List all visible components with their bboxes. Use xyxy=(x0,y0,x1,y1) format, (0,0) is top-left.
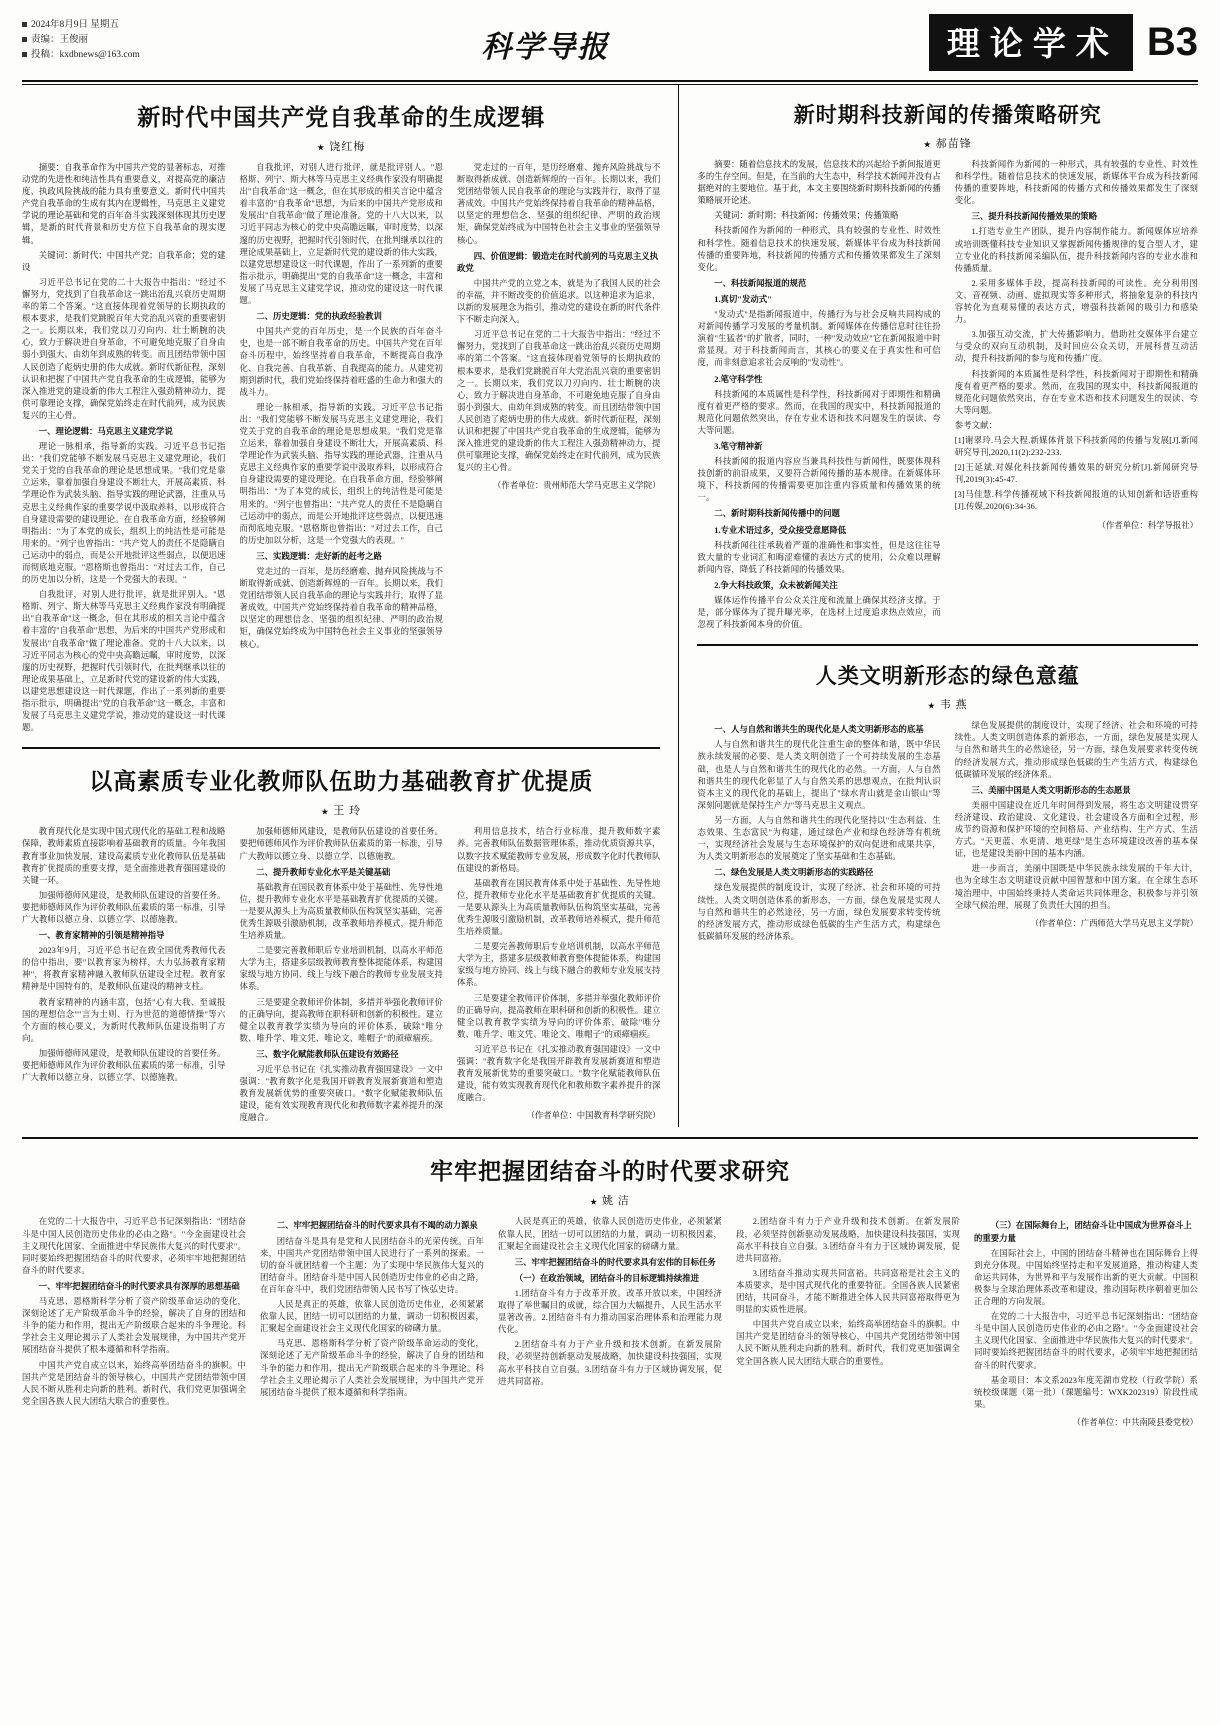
publish-date: 2024年8月9日 星期五 xyxy=(31,20,119,30)
article2-p1: 教育现代化是实现中国式现代化的基础工程和战略保障，教师素质直接影响着基础教育的质量。今年我国教育事业加快发展，建设高素质专业化教师队伍是基础教育扩优提质的重要支撑，是全面推进教育强国建设的关键一环。 xyxy=(22,827,226,885)
article3-p9: 3.加强互动交流，扩大传播影响力。借助社交媒体平台建立与受众的双向互动机制，及时回应公众关切，开展科普互动活动，提升科技新闻的参与度和传播广度。 xyxy=(954,330,1198,364)
article3-p1b: 科技新闻作为新闻的一种形式，具有较强的专业性、时效性和科学性。随着信息技术的快速发展，新媒体平台成为科技新闻传播的重要阵地，科技新闻的传播方式和传播效果都发生了深刻变化。 xyxy=(954,160,1198,206)
article2-h2: 二、提升教师专业化水平是关键基础 xyxy=(256,867,391,877)
article4-p4: 美丽中国建设在近几年时间得到发展，将生态文明建设贯穿经济建设、政治建设、文化建设、社会建设各方面和全过程，形成节约资源和保护环境的空间格局、产业结构、生产方式、生活方式。"天更蓝、水更清、地更绿"是生态环境建设改善的基本保证，也是建设美丽中国的基本内涵。 xyxy=(954,800,1198,859)
article1-abstract: 摘要：自我革命作为中国共产党的显著标志，对推动党的先进性和纯洁性具有重要意义，对提高党的廉洁度、执政风险挑战的能力具有重要意义。新时代中国共产党自我革命的生成有其内在逻辑性，马克思主义建党学说的理论基础和党的百年奋斗实践深刻体现其历史逻辑，是新的时代背景和历史方位下自我革命的现实逻辑。 xyxy=(22,163,226,245)
right-column-group xyxy=(697,85,1198,1127)
article5-h3: 三、牢牢把握团结奋斗的时代要求具有宏伟的目标任务 xyxy=(514,1257,716,1267)
star-icon xyxy=(590,1198,597,1205)
masthead-right xyxy=(929,14,1198,71)
article-self-revolution xyxy=(22,99,660,737)
article-teacher-quality xyxy=(22,763,660,1127)
article3-p8: 2.采用多媒体手段，提高科技新闻的可读性。充分利用图文、音视频、动画、虚拟现实等多种形式，将抽象复杂的科技内容转化为直观易懂的表达方式，增强科技新闻的吸引力和感染力。 xyxy=(954,278,1198,325)
article1-p2b: 理论一脉相承，指导新的实践。习近平总书记指出："我们党能够不断发展马克思主义建党理论，我们党关于党的自我革命的理论是思想成果。"我们党是靠立运来，靠着加强自身建设不断壮大，开展高素质、科学理论作为武装头脑、指导实践的理论武器，注重从马克思主义经典作家的重要学说中汲取养料，以形成符合自身建设需要的建设理论。在自我革命方面，经验够阐明指出："为了本党的成长，组织上的纯洁性是可能是用来的。"列宁也曾指出："共产党人的责任不是隐瞒自己运动中的弱点，而是公开地批评这些弱点，以便迅速而彻底地克服。"恩格斯也曾指出："对过去工作，自己的历史加以分析，这是一个党强大的表现。" xyxy=(239,402,443,545)
masthead-info xyxy=(22,14,202,63)
article3-abstract: 摘要：随着信息技术的发展，信息技术的兴起给予新间报道更多的生存空间。但是，在当前的大生态中，科学技术新闻并没有占据绝对的主要地位。基于此，本文主要围绕新时期科技新闻的传播策略展开论述。 xyxy=(697,160,941,206)
article3-h1: 一、科技新闻报道的规范 xyxy=(714,278,807,288)
article5-p7b: 2.团结奋斗有力于产业升级和技术创新。在新发展阶段，必须坚持创新驱动发展战略，加快建设科技强国，实现高水平科技自立自强。3.团结奋斗有力于区域协调发展，促进共同富裕。 xyxy=(736,1217,960,1263)
article5-sub2: （三）在国际舞台上，团结奋斗让中国成为世界奋斗上的重要力量 xyxy=(974,1221,1192,1243)
article3-p4: 科技新闻的报道内容应当兼具科技性与新闻性，既要体现科技创新的前沿成果，又要符合新闻传播的基本规律。在新媒体环境下，科技新闻的传播需要更加注重内容质量和传播效果的统一。 xyxy=(697,457,941,503)
article3-p7: 1.打造专业生产团队，提升内容制作能力。新闻媒体应培养或培训既懂科技专业知识又掌握新闻传播规律的复合型人才，建立专业化的科技新闻采编队伍，提升科技新闻内容的专业水准和传播质量。 xyxy=(954,227,1198,273)
article2-p7: 三是要建全教师评价体制，多措并举强化教师评价的正确导向，提高教师在职科研和创新的积极性。建立健全以教育教学实绩为导向的评价体系，破除"唯分数、唯升学、唯文凭、唯论文、唯帽子"的顽瘴痼疾。 xyxy=(239,997,443,1043)
article3-p3b: 科技新闻的本质属性是科学性，科技新闻对于即期性和精确度有着更严格的要求。然而，在我国的现实中，科技新闻报道的规范化问题依然突出，存在专业术语和技术问题发生的误读、夸大等问题。 xyxy=(954,369,1198,415)
article1-keywords: 关键词：新时代；中国共产党；自我革命；党的建设 xyxy=(22,250,226,272)
article4-p5: 进一步而言，美丽中国既是中华民族永续发展的千年大计，也为全球生态文明建设贡献中国智慧和中国方案。在全球生态环境治理中，中国始终秉持人类命运共同体理念，积极参与并引领全球气候治理，展现了负责任大国的担当。 xyxy=(954,864,1198,910)
bullet-icon xyxy=(22,37,27,42)
page-number: B3 xyxy=(1146,20,1198,64)
article5-signature: （作者单位：中共南陵县委党校） xyxy=(1072,1417,1198,1427)
submission-email: 投稿：kxdbnews@163.com xyxy=(31,50,140,60)
article4-byline: 韦 燕 xyxy=(697,696,1198,712)
article2-p1b: 加强师德师风建设，是教师队伍建设的首要任务。要把师德师风作为评价教师队伍素质的第一标准，引导广大教师以德立身、以德立学、以德施教。 xyxy=(22,890,226,924)
article3-byline: 郝苗锋 xyxy=(697,135,1198,151)
article5-p9: 在国际社会上，中国的团结奋斗精神也在国际舞台上得到充分体现。中国始终坚持走和平发展道路，推动构建人类命运共同体，为世界和平与发展作出新的更大贡献。中国积极参与全球治理体系改革和建设，推动国际秩序朝着更加公正合理的方向发展。 xyxy=(974,1248,1198,1307)
article2-p5: 基础教育在国民教育体系中处于基础性、先导性地位，提升教师专业化水平是基础教育扩优提质的关键。一是要从源头上为高质量教师队伍构筑坚实基础，完善优秀生源吸引激励机制，改革教师培养模式，提升师范生培养质量。 xyxy=(239,882,443,941)
article2-p3: 教育家精神的内涵丰富，包括"心有大我、至诚报国的理想信念""言为士则、行为世范的道德情操"等六个方面的核心要义，为新时代教师队伍建设指明了方向。 xyxy=(22,997,226,1043)
article5-p4: 团结奋斗是具有是党和人民团结奋斗的光荣传统。百年来，中国共产党团结带领中国人民进行了一系列的探索。一切的奋斗就团结着一个主题：为了实现中华民族伟大复兴的团结奋斗。团结奋斗是中国人民创造历史伟业的必由之路，在百年奋斗中，我们党团结带领人民书写了恢弘史诗。 xyxy=(260,1236,484,1294)
article3-ref2: [2]王延斌.对媒化科技新闻传播效果的研究分析[J].新闻研究导刊,2019(3):45-47. xyxy=(954,463,1198,485)
top-section xyxy=(22,85,1198,1127)
article3-sub1: 1.真切"发动式" xyxy=(714,294,772,304)
article4-p3b: 绿色发展提供的制度设计，实现了经济、社会和环境的可持续性。人类文明创造体系的新形态，一方面，绿色发展是实现人与自然和谐共生的必然途径，另一方面，绿色发展要求转变传统的经济发展方式，推动形成绿色低碳的生产生活方式，构建绿色低碳循环发展的经济体系。 xyxy=(954,721,1198,779)
article5-p5b: 人民是真正的英雄，依靠人民创造历史伟业，必须紧紧依靠人民，团结一切可以团结的力量，调动一切积极因素，汇聚起全面建设社会主义现代化国家的磅礴力量。 xyxy=(498,1217,722,1251)
article1-p3x: 自我批评，对别人进行批评，就是批评别人。"恩格斯、列宁、斯大林等马克思主义经典作家没有明确提出"自我革命"这一概念，但在其形成的相关言论中蕴含着丰富的"自我革命"思想，为后来的中国共产党形成和发展出"自我革命"做了理论准备。党的十八大以来，以习近平同志为核心的党中央高瞻远瞩，审时度势，以深邃的历史视野，把握时代引领时代，在批判继承以往的理论成果基础上，立足新时代党的建设新的伟大实践，以建党思想建设这一时代课题，作出了一系列新的重要指示批示，明确提出"党的自我革命"这一概念，丰富和发展了马克思主义建党学说，推动党的建设这一时代课题。 xyxy=(22,590,226,733)
article3-p2: "发动式"是指新闻报道中，传播行为与社会反响共同构成的对新闻传播学习发展的考量机制。新闻媒体在传播信息时往往扮演着"生猛者"的扩散者，同时，一种"发动效应"它在新闻报道中时常显现。对于科技新闻而言，其核心的要义在于真实性和可信度，而非刻意追求社会反响的"发动性"。 xyxy=(697,310,941,368)
article4-p2: 另一方面，人与自然和谐共生的现代化坚持以"生态利益、生态效果、生态富民"为构建，通过绿色产业和绿色经济等有机统一，实现经济社会发展与生态环境保护的双向促进和成果共享，为人类文明新形态的发展奠定了坚实基础和生态基础。 xyxy=(697,815,941,862)
article-unity-struggle xyxy=(22,1153,1198,1427)
article1-p3: 自我批评，对别人进行批评，就是批评别人。"恩格斯、列宁、斯大林等马克思主义经典作家没有明确提出"自我革命"这一概念，但在其形成的相关言论中蕴含着丰富的"自我革命"思想，为后来的中国共产党形成和发展出"自我革命"做了理论准备。党的十八大以来，以习近平同志为核心的党中央高瞻远瞩，审时度势，以深邃的历史视野，把握时代引领时代，在批判继承以往的理论成果基础上，立足新时代党的建设新的伟大实践，以建党思想建设这一时代课题，作出了一系列新的重要指示批示，明确提出"党的自我革命"这一概念，丰富和发展了马克思主义建党学说，推动党的建设这一时代课题。 xyxy=(239,163,443,306)
article1-byline: 饶红梅 xyxy=(22,138,660,154)
article4-headline: 人类文明新形态的绿色意蕴 xyxy=(815,664,1080,689)
star-icon xyxy=(317,144,324,151)
article2-p2: 2023年9月，习近平总书记在致全国优秀教师代表的信中指出，要"以教育家为榜样，大力弘扬教育家精神"，将教育家精神融入教师队伍建设全过程。教育家精神是中国特有的，是教师队伍建设的精神支柱。 xyxy=(22,946,226,992)
article-green-civilization xyxy=(697,660,1198,946)
article5-headline: 牢牢把握团结奋斗的时代要求研究 xyxy=(430,1159,790,1185)
article5-p3b: 中国共产党自成立以来，始终高举团结奋斗的旗帜。中国共产党是团结奋斗的领导核心，中国共产党团结带领中国人民不断从胜利走向新的胜利。新时代，我们党更加强调全党全国各族人民大团结大联合的重要性。 xyxy=(736,1320,960,1366)
article1-p1: 习近平总书记在党的二十大报告中指出："经过不懈努力，党找到了自我革命这一跳出治乱兴衰历史周期率的第二个答案。"这直接体现着党领导的长期执政的根本要求，是我们党跳脱百年大党治乱兴衰的重要密钥之一。长期以来，我们党以刀刃向内、壮士断腕的决心，致力于解决进自身革命，不可避免地克服了自身由弱小到强大、由幼年到成熟的转变。而且团结带领中国人民创造了彪炳史册的伟大成就。新时代新征程，深刻认识和把握了中国共产党自我革命的生成逻辑，能够为深入推进党的建设新的伟大工程注入强劲精神动力，提供可靠理论支撑，确保党始终走在时代前列，成为民族复兴的主心骨。 xyxy=(22,277,226,420)
article1-h4: 四、价值逻辑：锻造走在时代前列的马克思主义执政党 xyxy=(456,251,659,273)
article3-sub5: 2.争大科技政策，众未被新闻关注 xyxy=(714,580,838,590)
article4-h3: 三、美丽中国是人类文明新形态的生态愿景 xyxy=(971,785,1131,795)
article5-h1: 一、牢牢把握团结奋斗的时代要求具有深厚的思想基础 xyxy=(38,1281,240,1291)
article2-h1: 一、教育家精神的引领是精神指导 xyxy=(38,931,165,941)
article2-p5b: 基础教育在国民教育体系中处于基础性、先导性地位，提升教师专业化水平是基础教育扩优提质的关键。一是要从源头上为高质量教师队伍构筑坚实基础，完善优秀生源吸引激励机制，改革教师培养模式，提升师范生培养质量。 xyxy=(456,878,661,937)
article3-sub2: 2.笔守科学性 xyxy=(714,374,763,384)
article1-p5b: 党走过的一百年，是历经磨难、抛弃风险挑战与不断取得新成就、创造新辉煌的一百年。长期以来，我们党团结带领人民自我革命的理论与实践并行，取得了显著成效。中国共产党始终保持着自我革命的精神品格，以坚定的理想信念、坚强的组织纪律、严明的政治规矩，确保党始终成为中国特色社会主义事业的坚强领导核心。 xyxy=(456,163,661,245)
star-icon xyxy=(928,702,935,709)
article5-p5: 人民是真正的英雄，依靠人民创造历史伟业，必须紧紧依靠人民，团结一切可以团结的力量，调动一切积极因素，汇聚起全面建设社会主义现代化国家的磅礴力量。 xyxy=(260,1300,484,1334)
bullet-icon xyxy=(22,22,27,27)
article2-p4b: 加强师德师风建设，是教师队伍建设的首要任务。要把师德师风作为评价教师队伍素质的第一标准，引导广大教师以德立身、以德立学、以德施教。 xyxy=(239,827,443,861)
article3-keywords: 关键词：新时期；科技新闻；传播效果；传播策略 xyxy=(714,211,899,221)
article3-ref3: [3]马佳慧.科学传播视域下科技新闻报道的认知创新和话语重构[J].传媒,2020(6):34-36. xyxy=(954,490,1198,512)
article2-p8b: 习近平总书记在《扎实推动教育强国建设》一文中强调："教育数字化是我国开辟教育发展新赛道和塑造教育发展新优势的重要突破口。"数字化赋能教师队伍建设，能有效实现教育现代化和教师数字素养提升的深度融合。 xyxy=(456,1044,661,1103)
article1-signature: （作者单位：贵州师范大学马克思主义学院） xyxy=(492,481,661,491)
article2-p8: 习近平总书记在《扎实推动教育强国建设》一文中强调："教育数字化是我国开辟教育发展新赛道和塑造教育发展新优势的重要突破口。"数字化赋能教师队伍建设，能有效实现教育现代化和教师数字素养提升的深度融合。 xyxy=(239,1065,443,1123)
article5-p7: 2.团结奋斗有力于产业升级和技术创新。在新发展阶段，必须坚持创新驱动发展战略，加快建设科技强国，实现高水平科技自立自强。3.团结奋斗有力于区域协调发展，促进共同富裕。 xyxy=(498,1340,722,1386)
article2-p4: 加强师德师风建设，是教师队伍建设的首要任务。要把师德师风作为评价教师队伍素质的第一标准，引导广大教师以德立身、以德立学、以德施教。 xyxy=(22,1048,226,1083)
article1-p2: 理论一脉相承，指导新的实践。习近平总书记指出："我们党能够不断发展马克思主义建党理论，我们党关于党的自我革命的理论是思想成果。"我们党是靠立运来，靠着加强自身建设不断壮大，开展高素质、科学理论作为武装头脑、指导实践的理论武器，注重从马克思主义经典作家的重要学说中汲取养料，以形成符合自身建设需要的建设理论。在自我革命方面，经验够阐明指出："为了本党的成长，组织上的纯洁性是可能是用来的。"列宁也曾指出："共产党人的责任不是隐瞒自己运动中的弱点，而是公开地批评这些弱点，以便迅速而彻底地克服。"恩格斯也曾指出："对过去工作，自己的历史加以分析，这是一个党强大的表现。" xyxy=(22,442,226,585)
article5-p8: 3.团结奋斗推动实现共同富裕。共同富裕是社会主义的本质要求，是中国式现代化的重要特征。全国各族人民紧密团结，共同奋斗，才能不断推进全体人民共同富裕取得更为明显的实质性进展。 xyxy=(736,1268,960,1315)
article1-p6: 中国共产党的立党之本，就是为了我国人民的社会的幸福，并不断改变的价值追求。以这种追求为追求，以新的发展理念为指引，推动党的建设在新的时代条件下不断走向深入。 xyxy=(456,278,661,325)
article4-p1: 人与自然和谐共生的现代化注重生命的整体和谐，既中华民族永续发展的必要、是人类文明创造了一个可持续发展的生态基础，也是人与自然和谐共生的现代化的必然。一方面，人与自然和谐共生的现代化彰显了人与自然关系的思想观点，在批判认识资本主义的现代化的基础上，提出了"绿水青山就是金山银山"等深刻问题就是保持生产力"等马克思主义观点。 xyxy=(697,740,941,810)
article3-h2: 二、新时期科技新闻传播中的问题 xyxy=(714,509,840,519)
star-icon xyxy=(924,141,931,148)
article1-headline: 新时代中国共产党自我革命的生成逻辑 xyxy=(137,105,546,130)
article5-p6: 1.团结奋斗有力于改革开放。改革开放以来，中国经济取得了举世瞩目的成就，综合国力大幅提升，人民生活水平显著改善。2.团结奋斗有力推动国家治理体系和治理能力现代化。 xyxy=(498,1288,722,1335)
article2-h3: 三、数字化赋能教师队伍建设有效路径 xyxy=(256,1049,399,1059)
article3-p6: 媒体运作传播平台公众关注度和流量上确保其经济支撑。于是，部分媒体为了提升曝光率，在选材上过度追求热点效应，而忽视了科技新闻本身的价值。 xyxy=(697,596,941,630)
masthead-rule xyxy=(22,80,1198,82)
bullet-icon xyxy=(22,52,27,57)
article3-sub4: 1.专业术语过多，受众接受意愿降低 xyxy=(714,525,847,535)
article5-p1: 在党的二十大报告中，习近平总书记深刻指出："团结奋斗是中国人民创造历史伟业的必由之路"。"今金面建设社会主义现代化国家、全面推进中华民族伟大复兴的时代要求"。同时要始终把握团结奋斗的时代要求，必须牢牢地把握团结奋斗的时代要求。 xyxy=(22,1217,246,1275)
article-sci-news xyxy=(697,99,1198,634)
article3-p3: 科技新闻的本质属性是科学性，科技新闻对于即期性和精确度有着更严格的要求。然而，在我国的现实中，科技新闻报道的规范化问题依然突出，存在专业术语和技术问题发生的误读、夸大等问题。 xyxy=(697,389,941,435)
article5-sub1: （一）在政治领域，团结奋斗的目标逻辑持续推进 xyxy=(514,1273,700,1283)
article2-signature: （作者单位：中国教育科学研究院） xyxy=(526,1111,661,1121)
article2-p6b: 二是要完善教师职后专业培训机制，以高水平师范大学为主，搭建多层级教师教育整体提能体系，构建国家级与地方协同、线上与线下融合的教师专业发展支持体系。 xyxy=(456,942,661,988)
article5-byline: 姚 洁 xyxy=(22,1192,1198,1208)
left-column-group xyxy=(22,85,660,1127)
article2-p7b: 三是要建全教师评价体制，多措并举强化教师评价的正确导向，提高教师在职科研和创新的积极性。建立健全以教育教学实绩为导向的评价体系，破除"唯分数、唯升学、唯文凭、唯论文、唯帽子"的顽瘴痼疾。 xyxy=(456,993,661,1039)
article5-h2: 二、牢牢把握团结奋斗的时代要求具有不竭的动力源泉 xyxy=(276,1221,478,1231)
article1-h3: 三、实践逻辑：走好新的赶考之路 xyxy=(256,551,382,561)
article2-p9: 利用信息技术，结合行业标准，提升教师数字素养。完善教师队伍数据管理体系，推动优质资源共享，以数字技术赋能教师专业发展，形成数字化时代教师队伍建设的新格局。 xyxy=(456,827,661,873)
article5-p3: 中国共产党自成立以来，始终高举团结奋斗的旗帜。中国共产党是团结奋斗的领导核心，中国共产党团结带领中国人民不断从胜利走向新的胜利。新时代，我们党更加强调全党全国各族人民大团结大联合的重要性。 xyxy=(22,1360,246,1406)
article4-h2: 二、绿色发展是人类文明新形态的实践路径 xyxy=(714,868,874,878)
divider-1 xyxy=(22,747,660,749)
article3-p5: 科技新闻往往承载着严谨的准确性和事实性，但是这往往导致大量的专业词汇和晦涩难懂的表达方式的使用，公众难以理解新闻内容，降低了科技新闻的传播效果。 xyxy=(697,540,941,574)
paper-logo: 科学导报 xyxy=(481,31,610,64)
article3-sub3: 3.笔守精神新 xyxy=(714,441,763,451)
article3-signature: （作者单位：科学导报社） xyxy=(1097,520,1198,530)
article1-h2: 二、历史逻辑：党的执政经验教训 xyxy=(256,312,382,322)
section-title: 理论学术 xyxy=(929,14,1133,71)
article3-headline: 新时期科技新闻的传播策略研究 xyxy=(793,103,1102,127)
article3-ref-title: 参考文献： xyxy=(954,420,998,430)
article4-p3: 绿色发展提供的制度设计，实现了经济、社会和环境的可持续性。人类文明创造体系的新形态，一方面，绿色发展是实现人与自然和谐共生的必然途径，另一方面，绿色发展要求转变传统的经济发展方式，推动形成绿色低碳的生产生活方式，构建绿色低碳循环发展的经济体系。 xyxy=(697,883,941,941)
divider-3 xyxy=(22,1137,1198,1139)
article1-p5: 党走过的一百年，是历经磨难、抛弃风险挑战与不断取得新成就、创造新辉煌的一百年。长期以来，我们党团结带领人民自我革命的理论与实践并行，取得了显著成效。中国共产党始终保持着自我革命的精神品格，以坚定的理想信念、坚强的组织纪律、严明的政治规矩，确保党始终成为中国特色社会主义事业的坚强领导核心。 xyxy=(239,567,443,649)
divider-2 xyxy=(697,644,1198,646)
article3-ref1: [1]谢翠玲.马会大程.新媒体背景下科技新闻的传播与发展[J].新闻研究导刊,2020,11(2):232-233. xyxy=(954,435,1198,458)
masthead xyxy=(22,14,1198,76)
article2-byline: 王 玲 xyxy=(22,802,660,818)
article5-p2: 马克思、恩格斯科学分析了资产阶级革命运动的变化，深刻论述了无产阶级革命斗争的经验，解决了自身的团结和斗争的能力和作用，提出无产阶级联合起来的斗争理论。科学社会主义理论揭示了人类社会发展规律，为中国共产党开展团结奋斗提供了根本遵循和科学指南。 xyxy=(22,1297,246,1355)
article4-signature: （作者单位：广西师范大学马克思主义学院） xyxy=(1030,918,1198,928)
article5-p2b: 马克思、恩格斯科学分析了资产阶级革命运动的变化，深刻论述了无产阶级革命斗争的经验，解决了自身的团结和斗争的能力和作用，提出无产阶级联合起来的斗争理论。科学社会主义理论揭示了人类社会发展规律，为中国共产党开展团结奋斗提供了根本遵循和科学指南。 xyxy=(260,1339,484,1397)
article5-fund: 基金项目：本文系2023年度芜湖市党校（行政学院）系统校级课题（第一批）（课题编号：WXK202319）阶段性成果。 xyxy=(974,1375,1198,1409)
article2-headline: 以高素质专业化教师队伍助力基础教育扩优提质 xyxy=(89,769,594,795)
vertical-divider xyxy=(678,85,679,1127)
article4-h1: 一、人与自然和谐共生的现代化是人类文明新形态的底基 xyxy=(714,725,924,735)
article5-p1b: 在党的二十大报告中，习近平总书记深刻指出："团结奋斗是中国人民创造历史伟业的必由之路"。"今金面建设社会主义现代化国家、全面推进中华民族伟大复兴的时代要求"。同时要始终把握团结奋斗的时代要求，必须牢牢地把握团结奋斗的时代要求。 xyxy=(974,1312,1198,1370)
article3-h3: 三、提升科技新闻传播效果的策略 xyxy=(971,212,1098,222)
star-icon xyxy=(321,808,328,815)
article3-p1: 科技新闻作为新闻的一种形式，具有较强的专业性、时效性和科学性。随着信息技术的快速发展，新媒体平台成为科技新闻传播的重要阵地，科技新闻的传播方式和传播效果都发生了深刻变化。 xyxy=(697,226,941,272)
editor-name: 责编：王俊丽 xyxy=(31,35,89,45)
article2-p6: 二是要完善教师职后专业培训机制，以高水平师范大学为主，搭建多层级教师教育整体提能体系，构建国家级与地方协同、线上与线下融合的教师专业发展支持体系。 xyxy=(239,946,443,992)
article1-p1b: 习近平总书记在党的二十大报告中指出："经过不懈努力，党找到了自我革命这一跳出治乱兴衰历史周期率的第二个答案。"这直接体现着党领导的长期执政的根本要求，是我们党跳脱百年大党治乱兴衰的重要密钥之一。长期以来，我们党以刀刃向内、壮士断腕的决心，致力于解决进自身革命，不可避免地克服了自身由弱小到强大、由幼年到成熟的转变。而且团结带领中国人民创造了彪炳史册的伟大成就。新时代新征程，深刻认识和把握了中国共产党自我革命的生成逻辑，能够为深入推进党的建设新的伟大工程注入强劲精神动力，提供可靠理论支撑，确保党始终走在时代前列，成为民族复兴的主心骨。 xyxy=(456,330,661,473)
article1-h1: 一、理论逻辑：马克思主义建党学说 xyxy=(38,426,173,436)
article1-p4: 中国共产党的百年历史，是一个民族的百年奋斗史，也是一部不断自我革命的历史。中国共产党在百年奋斗历程中，始终坚持着自我革命，不断提高自我净化、自我完善、自我革新、自我提高的能力。从建党初期到新时代，我们党始终保持着旺盛的生命力和强大的战斗力。 xyxy=(239,327,443,397)
